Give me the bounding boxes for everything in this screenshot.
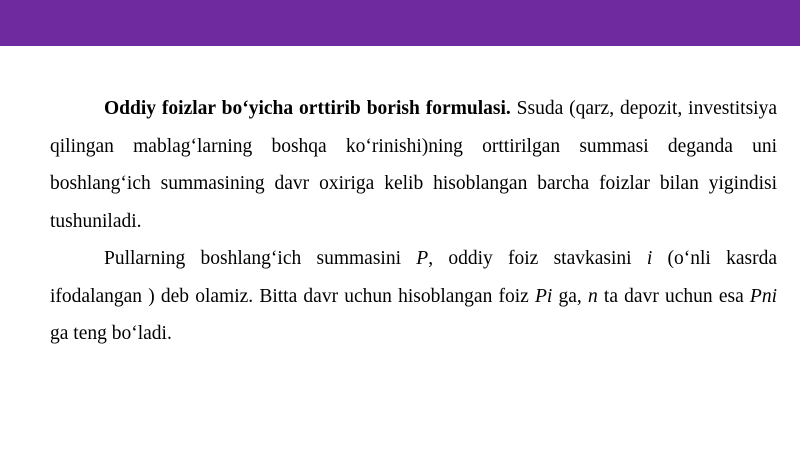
definition-text: Ssuda (qarz, depozit, investitsiya qilingan mablag‘larning boshqa ko‘rinishi)ning orttirilgan summasi deganda uni boshlang‘ich summasining davr oxiriga kelib hisoblangan barcha foizlar bilan yigindisi tushuniladi.: [50, 98, 778, 232]
variable-pi: Pi: [535, 285, 553, 307]
variable-pni: Pni: [749, 285, 777, 307]
header-bar: [0, 0, 800, 46]
notation-text-6: ga teng bo‘ladi.: [50, 323, 172, 344]
paragraph-notation: [50, 240, 777, 353]
variable-n: n: [587, 285, 598, 307]
document-body: [50, 90, 777, 353]
variable-p: P: [416, 248, 429, 269]
notation-text-5: ta davr uchun esa: [597, 285, 750, 307]
notation-text-1: Pullarning boshlang‘ich summasini: [104, 248, 417, 269]
paragraph-definition: [50, 90, 777, 240]
variable-i: i: [646, 248, 653, 269]
notation-text-2: , oddiy foiz stavkasini: [428, 248, 647, 269]
notation-text-3: (o‘nli kasrda ifodalangan ) deb olamiz. Bitta davr uchun hisoblangan foiz: [50, 248, 778, 307]
formula-heading: Oddiy foizlar bo‘yicha orttirib borish formulasi.: [104, 98, 511, 119]
notation-text-4: ga,: [552, 285, 588, 307]
